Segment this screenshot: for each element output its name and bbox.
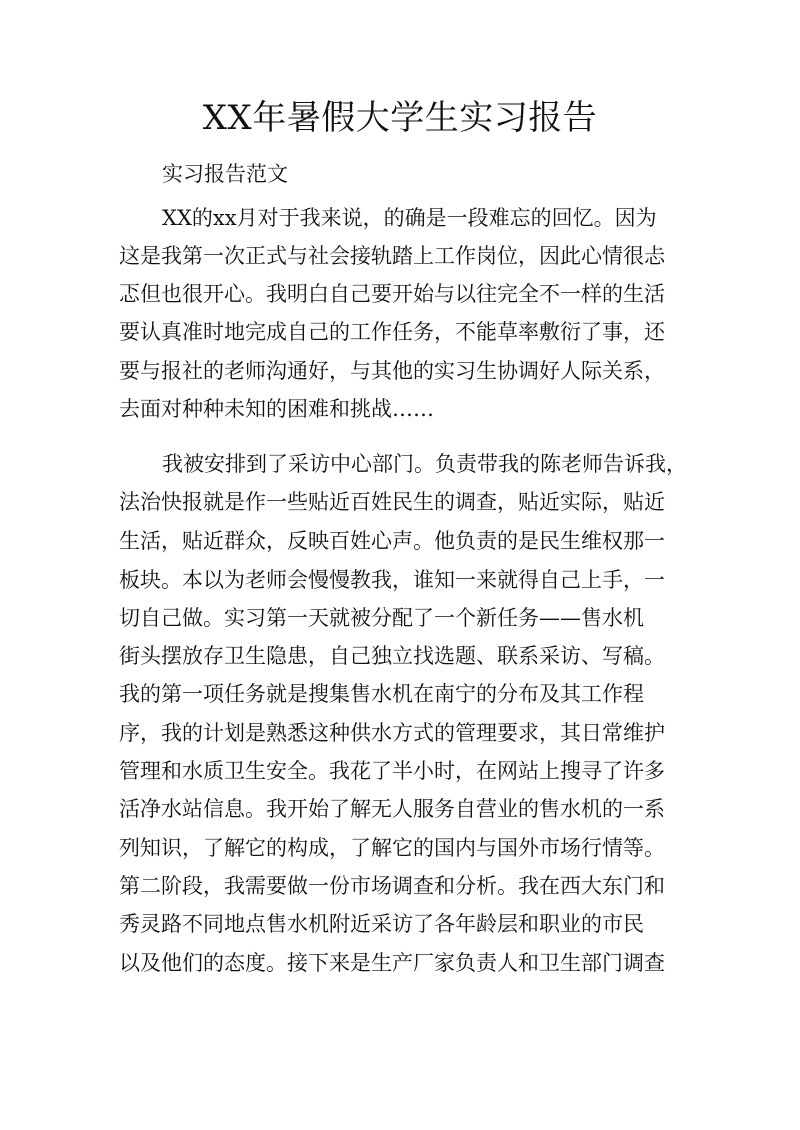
body-line: 法治快报就是作一些贴近百姓民生的调查，贴近实际，贴近 xyxy=(119,490,665,514)
body-line: 板块。本以为老师会慢慢教我，谁知一来就得自己上手，一 xyxy=(119,568,665,592)
body-line: 要与报社的老师沟通好，与其他的实习生协调好人际关系， xyxy=(119,359,665,383)
body-line: 秀灵路不同地点售水机附近采访了各年龄层和职业的市民 xyxy=(119,912,644,936)
body-line: 切自己做。实习第一天就被分配了一个新任务——售水机 xyxy=(119,606,644,630)
body-line: 第二阶段，我需要做一份市场调查和分析。我在西大东门和 xyxy=(119,874,665,898)
body-line: 管理和水质卫生安全。我花了半小时，在网站上搜寻了许多 xyxy=(119,759,665,783)
body-line: 序，我的计划是熟悉这种供水方式的管理要求，其日常维护 xyxy=(119,721,665,745)
body-line: XX的xx月对于我来说，的确是一段难忘的回忆。因为 xyxy=(162,206,657,230)
body-line: 活净水站信息。我开始了解无人服务自营业的售水机的一系 xyxy=(119,797,665,821)
body-line: 街头摆放存卫生隐患，自己独立找选题、联系采访、写稿。 xyxy=(119,644,665,668)
body-line: 去面对种种未知的困难和挑战…… xyxy=(119,397,434,421)
body-line: 以及他们的态度。接下来是生产厂家负责人和卫生部门调查 xyxy=(119,951,665,975)
body-line: 忑但也很开心。我明白自己要开始与以往完全不一样的生活 xyxy=(119,282,665,306)
document-title: XX年暑假大学生实习报告 xyxy=(202,98,598,138)
body-line: 生活，贴近群众，反映百姓心声。他负责的是民生维权那一 xyxy=(119,529,665,553)
body-line: 我被安排到了采访中心部门。负责带我的陈老师告诉我， xyxy=(162,452,687,476)
document-subtitle: 实习报告范文 xyxy=(162,162,288,186)
body-line: 我的第一项任务就是搜集售水机在南宁的分布及其工作程 xyxy=(119,682,644,706)
body-line: 这是我第一次正式与社会接轨踏上工作岗位，因此心情很忐 xyxy=(119,244,665,268)
body-line: 列知识，了解它的构成，了解它的国内与国外市场行情等。 xyxy=(119,836,665,860)
body-line: 要认真准时地完成自己的工作任务，不能草率敷衍了事，还 xyxy=(119,320,665,344)
